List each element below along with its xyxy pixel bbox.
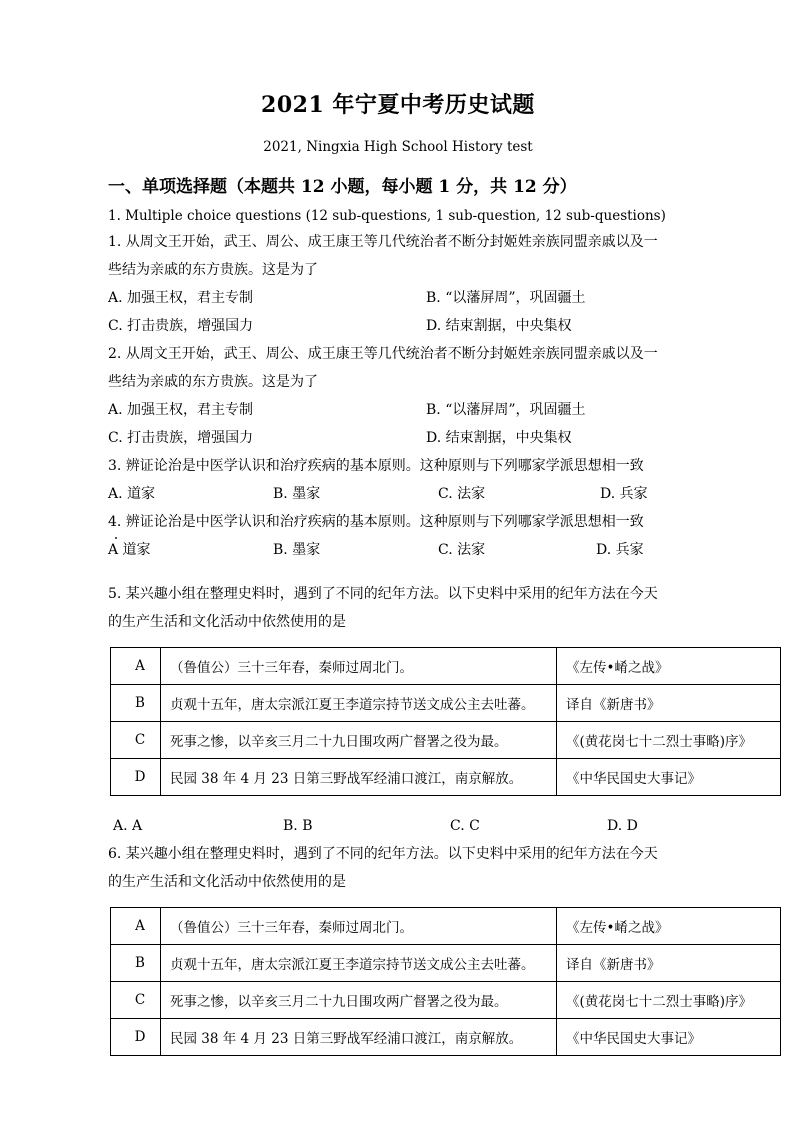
question-stem-line: 5. 某兴趣小组在整理史料时，遇到了不同的纪年方法。以下史料中采用的纪年方法在今天 [108,586,658,602]
scan-artifact-dot [115,537,117,539]
page-content [108,0,753,1056]
question-stem-line: 3. 辨证论治是中医学认识和治疗疾病的基本原则。这种原则与下列哪家学派思想相一致 [108,458,644,474]
row-key: B [111,685,161,722]
answer-b[interactable]: B. B [283,818,313,834]
question-stem-line: 的生产生活和文化活动中依然使用的是 [108,874,346,890]
table-row [111,685,781,722]
option-b[interactable]: B. “以藩屏周”，巩固疆土 [426,290,586,306]
row-source-text: 《左传•崤之战》 [566,920,669,936]
answer-row [108,812,688,840]
row-source-text: 《(黄花岗七十二烈士事略)序》 [566,994,753,1010]
row-key: D [111,759,161,796]
question-stem-line: 的生产生活和文化活动中依然使用的是 [108,614,346,630]
option-d[interactable]: D. 结束割据，中央集权 [426,318,572,334]
table-row [111,982,781,1019]
row-text: 死事之惨，以辛亥三月二十九日围攻两广督署之役为最。 [161,722,557,759]
option-c[interactable]: C. 打击贵族，增强国力 [108,318,254,334]
row-text: 民园 38 年 4 月 23 日第三野战军经浦口渡江，南京解放。 [161,759,557,796]
row-key: D [111,1019,161,1056]
question-1 [108,228,688,340]
source-table [110,647,781,796]
question-stem-line: 6. 某兴趣小组在整理史料时，遇到了不同的纪年方法。以下史料中采用的纪年方法在今天 [108,846,658,862]
question-stem-line: 1. 从周文王开始，武王、周公、成王康王等几代统治者不断分封姬姓亲族同盟亲戚以及一 [108,234,658,250]
table-row [111,648,781,685]
option-b[interactable]: B. 墨家 [273,486,321,502]
option-row [108,312,688,340]
row-text: （鲁值公）三十三年春，秦师过周北门。 [161,648,557,685]
question-2 [108,340,688,452]
question-stem-line: 4. 辨证论治是中医学认识和治疗疾病的基本原则。这种原则与下列哪家学派思想相一致 [108,514,644,530]
table-row [111,759,781,796]
option-d[interactable]: D. 兵家 [596,542,644,558]
answer-d[interactable]: D. D [607,818,638,834]
table-row [111,722,781,759]
row-key: B [111,945,161,982]
row-source [557,1019,781,1056]
row-source-text: 译自《新唐书》 [566,697,661,713]
option-row [108,396,688,424]
row-source [557,648,781,685]
row-key: A [111,648,161,685]
answer-c[interactable]: C. C [450,818,480,834]
row-source [557,908,781,945]
page-subtitle: 2021, Ningxia High School History test [263,139,533,155]
row-source [557,945,781,982]
option-c[interactable]: C. 打击贵族，增强国力 [108,430,254,446]
row-source-text: 译自《新唐书》 [566,957,661,973]
source-table [110,907,781,1056]
question-stem-line: 些结为亲戚的东方贵族。这是为了 [108,262,318,278]
question-stem-line: 些结为亲戚的东方贵族。这是为了 [108,374,318,390]
option-a[interactable]: A. 加强王权，君主专制 [108,402,254,418]
question-4 [108,508,688,564]
question-3 [108,452,688,508]
row-key: A [111,908,161,945]
table-row [111,945,781,982]
question-stem-line: 2. 从周文王开始，武王、周公、成王康王等几代统治者不断分封姬姓亲族同盟亲戚以及一 [108,346,658,362]
row-text: （鲁值公）三十三年春，秦师过周北门。 [161,908,557,945]
option-row [108,480,688,508]
option-b[interactable]: B. “以藩屏周”，巩固疆土 [426,402,586,418]
row-source [557,982,781,1019]
row-key: C [111,982,161,1019]
option-row [108,536,688,564]
option-a[interactable]: A 道家 [108,542,151,558]
row-source [557,759,781,796]
table-row [111,908,781,945]
question-6 [108,840,753,1056]
table-row [111,1019,781,1056]
option-d[interactable]: D. 兵家 [600,486,648,502]
page-title: 2021 年宁夏中考历史试题 [261,92,535,118]
option-c[interactable]: C. 法家 [438,542,486,558]
row-source-text: 《中华民国史大事记》 [566,1031,701,1047]
option-b[interactable]: B. 墨家 [273,542,321,558]
option-a[interactable]: A. 加强王权，君主专制 [108,290,254,306]
option-a[interactable]: A. 道家 [108,486,156,502]
section-heading: 一、单项选择题（本题共 12 小题，每小题 1 分，共 12 分） [108,177,577,197]
answer-a[interactable]: A. A [113,818,143,834]
row-text: 死事之惨，以辛亥三月二十九日围攻两广督署之役为最。 [161,982,557,1019]
row-source-text: 《中华民国史大事记》 [566,771,701,787]
option-d[interactable]: D. 结束割据，中央集权 [426,430,572,446]
question-5 [108,580,753,840]
row-source [557,685,781,722]
section-heading-english: 1. Multiple choice questions (12 sub-questions, 1 sub-question, 12 sub-questions) [108,208,666,224]
row-text: 民园 38 年 4 月 23 日第三野战军经浦口渡江，南京解放。 [161,1019,557,1056]
row-source [557,722,781,759]
row-key: C [111,722,161,759]
row-source-text: 《左传•崤之战》 [566,660,669,676]
option-row [108,424,688,452]
row-text: 贞观十五年，唐太宗派江夏王李道宗持节送文成公主去吐蕃。 [161,685,557,722]
row-text: 贞观十五年，唐太宗派江夏王李道宗持节送文成公主去吐蕃。 [161,945,557,982]
option-c[interactable]: C. 法家 [438,486,486,502]
row-source-text: 《(黄花岗七十二烈士事略)序》 [566,734,753,750]
option-row [108,284,688,312]
